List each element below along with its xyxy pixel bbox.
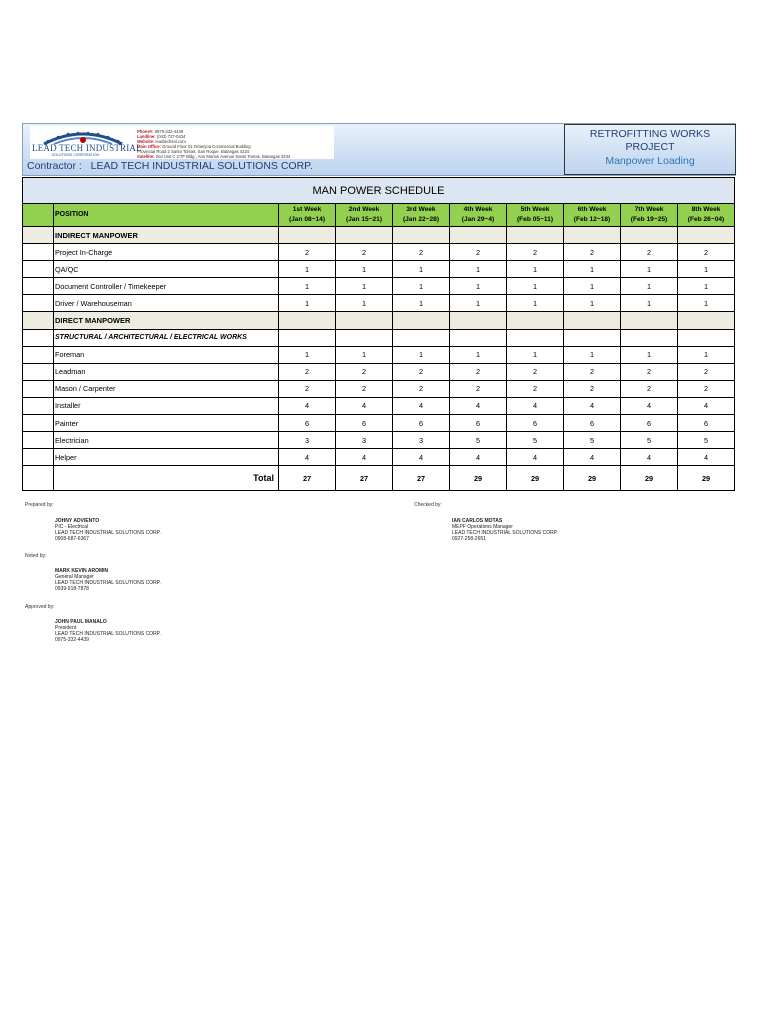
value-cell: 1: [279, 261, 336, 278]
contact-value: Ground Floor 01 Ortanyoa Commercial Building: [162, 144, 251, 149]
empty-cell: [507, 329, 564, 346]
contractor-name: LEAD TECH INDUSTRIAL SOLUTIONS CORP.: [90, 160, 313, 172]
row-number-cell: [23, 346, 54, 363]
table-title: MAN POWER SCHEDULE: [23, 178, 735, 204]
value-cell: 1: [279, 278, 336, 295]
value-cell: 1: [507, 278, 564, 295]
value-cell: 4: [393, 449, 450, 466]
value-cell: 3: [336, 432, 393, 449]
value-cell: 1: [336, 346, 393, 363]
value-cell: 6: [336, 415, 393, 432]
value-cell: 5: [450, 432, 507, 449]
approved-title: President: [55, 625, 77, 631]
value-cell: 1: [621, 261, 678, 278]
table-row: [23, 295, 735, 312]
total-cell: 29: [450, 466, 507, 491]
position-header: POSITION: [54, 204, 279, 227]
position-cell: Driver / Warehouseman: [54, 295, 279, 312]
section-label: DIRECT MANPOWER: [54, 312, 279, 329]
value-cell: 4: [336, 449, 393, 466]
value-cell: 1: [564, 278, 621, 295]
prepared-by-label: Prepared by:: [25, 502, 54, 508]
value-cell: 5: [678, 432, 735, 449]
week-range: (Feb 05~11): [516, 216, 554, 223]
empty-cell: [564, 312, 621, 329]
value-cell: 2: [393, 363, 450, 380]
value-cell: 1: [564, 261, 621, 278]
empty-cell: [336, 227, 393, 244]
project-title-line-2: PROJECT: [625, 141, 675, 153]
position-cell: Leadman: [54, 363, 279, 380]
value-cell: 2: [564, 363, 621, 380]
empty-cell: [393, 312, 450, 329]
value-cell: 2: [564, 380, 621, 397]
week-header: [678, 204, 735, 227]
position-cell: Foreman: [54, 346, 279, 363]
row-number-cell: [23, 363, 54, 380]
project-title: [565, 128, 735, 154]
week-label: 7th Week: [634, 206, 664, 213]
contact-value: Provincial Road 2 Santo Tomas, San Roque, Batangas 4234: [137, 149, 250, 154]
value-cell: 4: [336, 397, 393, 414]
value-cell: 1: [507, 295, 564, 312]
value-cell: 1: [621, 346, 678, 363]
prepared-by-block: [55, 518, 161, 542]
checked-name: IAN CARLOS MOTAS: [452, 518, 503, 524]
approved-phone: 0975-332-4439: [55, 637, 89, 643]
value-cell: 6: [621, 415, 678, 432]
value-cell: 6: [279, 415, 336, 432]
row-number-cell: [23, 380, 54, 397]
empty-cell: [279, 312, 336, 329]
total-cell: 29: [678, 466, 735, 491]
value-cell: 6: [450, 415, 507, 432]
value-cell: 4: [621, 397, 678, 414]
noted-name: MARK KEVIN AROMIN: [55, 568, 109, 574]
empty-cell: [621, 329, 678, 346]
value-cell: 1: [621, 278, 678, 295]
value-cell: 4: [279, 397, 336, 414]
week-header: [507, 204, 564, 227]
row-number-cell: [23, 415, 54, 432]
total-cell: 29: [507, 466, 564, 491]
approved-company: LEAD TECH INDUSTRIAL SOLUTIONS CORP.: [55, 631, 161, 637]
document-header: [22, 123, 736, 176]
row-number-cell: [23, 466, 54, 491]
value-cell: 1: [336, 295, 393, 312]
checked-company: LEAD TECH INDUSTRIAL SOLUTIONS CORP.: [452, 530, 558, 536]
value-cell: 6: [393, 415, 450, 432]
value-cell: 4: [450, 449, 507, 466]
value-cell: 4: [450, 397, 507, 414]
checked-phone: 0927-258-2651: [452, 536, 486, 542]
position-cell: Installer: [54, 397, 279, 414]
value-cell: 2: [336, 363, 393, 380]
approved-name: JOHN PAUL MANALO: [55, 619, 107, 625]
noted-title: General Manager: [55, 574, 94, 580]
value-cell: 3: [393, 432, 450, 449]
week-label: 1st Week: [292, 206, 322, 213]
position-cell: Document Controller / Timekeeper: [54, 278, 279, 295]
value-cell: 2: [678, 363, 735, 380]
contact-label: Phone#:: [137, 129, 154, 134]
checked-by-block: [452, 518, 558, 542]
value-cell: 5: [621, 432, 678, 449]
project-title-box: [564, 124, 736, 175]
table-row: [23, 415, 735, 432]
company-logo-area: [30, 126, 334, 159]
position-cell: Electrician: [54, 432, 279, 449]
logo-company-name: LEAD TECH INDUSTRIAL: [32, 143, 142, 153]
value-cell: 1: [621, 295, 678, 312]
table-row: [23, 449, 735, 466]
value-cell: 4: [621, 449, 678, 466]
total-cell: 27: [393, 466, 450, 491]
prepared-title: PIC - Electrical: [55, 524, 89, 530]
empty-cell: [564, 329, 621, 346]
table-row: [23, 397, 735, 414]
contact-info: [137, 129, 332, 159]
position-cell: Project In-Charge: [54, 244, 279, 261]
prepared-phone: 0908-687-6367: [55, 536, 89, 542]
contact-label: Satellite:: [137, 154, 155, 159]
value-cell: 1: [450, 278, 507, 295]
week-label: 5th Week: [520, 206, 550, 213]
empty-cell: [336, 329, 393, 346]
total-cell: 29: [621, 466, 678, 491]
week-range: (Feb 26~04): [687, 216, 725, 223]
empty-cell: [450, 227, 507, 244]
row-number-cell: [23, 312, 54, 329]
contact-label: Main Office:: [137, 144, 161, 149]
value-cell: 2: [564, 244, 621, 261]
logo-company-subtitle: SOLUTIONS CORPORATION: [52, 153, 99, 157]
week-range: (Jan 29~4): [461, 216, 495, 223]
table-title-row: [23, 178, 735, 204]
total-row: [23, 466, 735, 491]
week-range: (Jan 15~21): [345, 216, 383, 223]
value-cell: 1: [678, 278, 735, 295]
value-cell: 4: [564, 397, 621, 414]
row-number-cell: [23, 244, 54, 261]
value-cell: 2: [678, 244, 735, 261]
checked-by-label: Checked by:: [414, 502, 442, 508]
manpower-schedule-table: [22, 177, 735, 491]
table-row: [23, 380, 735, 397]
value-cell: 4: [507, 449, 564, 466]
empty-cell: [450, 312, 507, 329]
value-cell: 1: [564, 346, 621, 363]
noted-phone: 0939-918-7878: [55, 586, 89, 592]
row-number-cell: [23, 329, 54, 346]
value-cell: 4: [564, 449, 621, 466]
contact-value: leadtechsol.com: [155, 139, 186, 144]
value-cell: 2: [621, 363, 678, 380]
empty-cell: [678, 227, 735, 244]
value-cell: 2: [393, 380, 450, 397]
value-cell: 6: [507, 415, 564, 432]
contractor-label: Contractor :: [27, 160, 82, 172]
total-cell: 27: [336, 466, 393, 491]
table-row: [23, 244, 735, 261]
week-range: (Feb 19~25): [630, 216, 668, 223]
table-row: [23, 346, 735, 363]
table-row: [23, 363, 735, 380]
row-number-cell: [23, 278, 54, 295]
value-cell: 1: [678, 295, 735, 312]
value-cell: 2: [678, 380, 735, 397]
total-cell: 29: [564, 466, 621, 491]
empty-cell: [507, 227, 564, 244]
value-cell: 2: [621, 380, 678, 397]
row-number-cell: [23, 397, 54, 414]
approved-by-block: [55, 619, 161, 643]
value-cell: 4: [507, 397, 564, 414]
value-cell: 5: [564, 432, 621, 449]
row-number-cell: [23, 295, 54, 312]
empty-cell: [564, 227, 621, 244]
contact-label: Website:: [137, 139, 155, 144]
empty-cell: [393, 227, 450, 244]
table-header-row: [23, 204, 735, 227]
week-label: 8th Week: [691, 206, 721, 213]
contact-label: Landline:: [137, 134, 156, 139]
row-number-cell: [23, 432, 54, 449]
value-cell: 4: [678, 449, 735, 466]
empty-cell: [279, 227, 336, 244]
subsection-label: STRUCTURAL / ARCHITECTURAL / ELECTRICAL WORKS: [54, 329, 279, 346]
value-cell: 2: [450, 363, 507, 380]
value-cell: 4: [393, 397, 450, 414]
value-cell: 2: [279, 380, 336, 397]
value-cell: 1: [336, 278, 393, 295]
value-cell: 1: [678, 346, 735, 363]
week-header: [336, 204, 393, 227]
section-row: [23, 227, 735, 244]
prepared-name: JOHNY ADVIENTO: [55, 518, 100, 524]
row-number-cell: [23, 227, 54, 244]
row-number-cell: [23, 449, 54, 466]
value-cell: 2: [507, 244, 564, 261]
approved-by-label: Approved by:: [25, 604, 55, 610]
value-cell: 2: [450, 380, 507, 397]
value-cell: 1: [336, 261, 393, 278]
value-cell: 1: [507, 261, 564, 278]
checked-title: MEPF Operations Manager: [452, 524, 513, 530]
position-cell: Helper: [54, 449, 279, 466]
week-label: 6th Week: [577, 206, 607, 213]
value-cell: 1: [393, 261, 450, 278]
value-cell: 6: [678, 415, 735, 432]
value-cell: 1: [450, 295, 507, 312]
week-header: [450, 204, 507, 227]
empty-cell: [450, 329, 507, 346]
value-cell: 2: [450, 244, 507, 261]
contractor-line: [27, 160, 313, 172]
week-range: (Jan 08~14): [288, 216, 326, 223]
total-cell: 27: [279, 466, 336, 491]
value-cell: 1: [450, 346, 507, 363]
week-range: (Feb 12~18): [573, 216, 611, 223]
contact-line: [137, 154, 332, 159]
value-cell: 2: [279, 244, 336, 261]
value-cell: 1: [678, 261, 735, 278]
week-range: (Jan 22~28): [402, 216, 440, 223]
value-cell: 1: [507, 346, 564, 363]
value-cell: 2: [279, 363, 336, 380]
value-cell: 5: [507, 432, 564, 449]
total-label: Total: [54, 466, 279, 491]
prepared-company: LEAD TECH INDUSTRIAL SOLUTIONS CORP.: [55, 530, 161, 536]
row-number-header: [23, 204, 54, 227]
empty-cell: [678, 312, 735, 329]
value-cell: 2: [393, 244, 450, 261]
position-cell: Mason / Carpenter: [54, 380, 279, 397]
empty-cell: [279, 329, 336, 346]
week-label: 3rd Week: [406, 206, 436, 213]
noted-by-label: Noted by:: [25, 553, 47, 559]
value-cell: 4: [678, 397, 735, 414]
noted-company: LEAD TECH INDUSTRIAL SOLUTIONS CORP.: [55, 580, 161, 586]
noted-by-block: [55, 568, 161, 592]
empty-cell: [393, 329, 450, 346]
value-cell: 1: [279, 346, 336, 363]
empty-cell: [336, 312, 393, 329]
empty-cell: [621, 227, 678, 244]
row-number-cell: [23, 261, 54, 278]
value-cell: 2: [336, 380, 393, 397]
week-label: 2nd Week: [348, 206, 380, 213]
value-cell: 6: [564, 415, 621, 432]
section-row: [23, 312, 735, 329]
value-cell: 2: [507, 363, 564, 380]
value-cell: 3: [279, 432, 336, 449]
week-header: [564, 204, 621, 227]
table-row: [23, 278, 735, 295]
value-cell: 1: [393, 346, 450, 363]
table-row: [23, 432, 735, 449]
value-cell: 4: [279, 449, 336, 466]
empty-cell: [507, 312, 564, 329]
value-cell: 2: [621, 244, 678, 261]
contact-value: 0975-332-4439: [154, 129, 184, 134]
position-cell: Painter: [54, 415, 279, 432]
value-cell: 1: [279, 295, 336, 312]
value-cell: 1: [564, 295, 621, 312]
week-header: [621, 204, 678, 227]
empty-cell: [621, 312, 678, 329]
empty-cell: [678, 329, 735, 346]
table-row: [23, 261, 735, 278]
value-cell: 1: [393, 278, 450, 295]
project-title-line-1: RETROFITTING WORKS: [589, 128, 711, 140]
value-cell: 2: [507, 380, 564, 397]
contact-value: (043) 727-0434: [156, 134, 186, 139]
value-cell: 1: [393, 295, 450, 312]
value-cell: 1: [450, 261, 507, 278]
week-header: [393, 204, 450, 227]
project-subtitle: Manpower Loading: [605, 155, 695, 167]
week-header: [279, 204, 336, 227]
position-cell: QA/QC: [54, 261, 279, 278]
subsection-row: [23, 329, 735, 346]
section-label: INDIRECT MANPOWER: [54, 227, 279, 244]
contact-value: 2nd Unit C GTF Bldg., Ann Marian Avenue Santo Tomas, Batangas 4234: [155, 154, 291, 159]
value-cell: 2: [336, 244, 393, 261]
week-label: 4th Week: [463, 206, 493, 213]
